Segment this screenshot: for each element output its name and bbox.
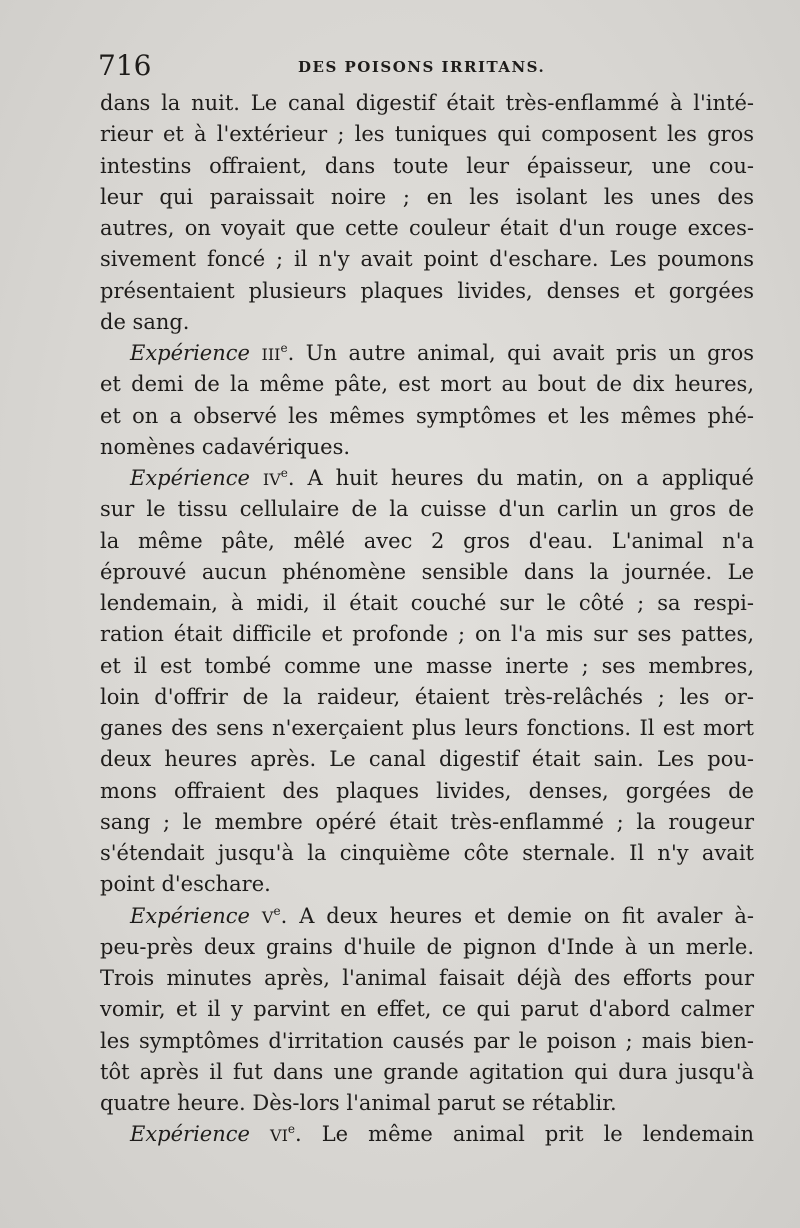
experience-heading-line: Expérience VIe. Le même animal prit le lendemain — [130, 1122, 754, 1147]
text-line: quatre heure. Dès-lors l'animal parut se rétablir. — [100, 1091, 617, 1115]
text-line: tôt après il fut dans une grande agitation qui dura jusqu'à — [100, 1059, 754, 1084]
text-line: mons offraient des plaques livides, denses, gorgées de — [100, 778, 754, 803]
experience-number: IVe — [262, 466, 288, 489]
text-line: la même pâte, mêlé avec 2 gros d'eau. L'animal n'a — [100, 528, 754, 553]
text-line: leur qui paraissait noire ; en les isolant les unes des — [100, 184, 754, 209]
text-line: et on a observé les mêmes symptômes et les mêmes phé- — [100, 403, 754, 428]
experience-number: VIe — [270, 1122, 295, 1146]
text-line: lendemain, à midi, il était couché sur le côté ; sa respi- — [100, 591, 754, 615]
running-title: DES POISONS IRRITANS. — [298, 58, 546, 76]
text-line: dans la nuit. Le canal digestif était très-enflammé à l'inté- — [100, 91, 754, 115]
text-line: éprouvé aucun phénomène sensible dans la journée. Le — [100, 559, 754, 584]
experience-heading-line: Expérience IIIe. Un autre animal, qui avait pris un gros — [130, 341, 754, 365]
text-line: et demi de la même pâte, est mort au bout de dix heures, — [100, 372, 754, 397]
text-line: nomènes cadavériques. — [100, 434, 351, 459]
text-line: de sang. — [100, 309, 190, 334]
text-line: s'étendait jusqu'à la cinquième côte sternale. Il n'y avait — [100, 841, 754, 865]
text-line: sur le tissu cellulaire de la cuisse d'un carlin un gros de — [100, 497, 754, 522]
text-line: autres, on voyait que cette couleur était d'un rouge exces- — [100, 216, 754, 240]
experience-title: Expérience — [130, 903, 250, 928]
text-line: peu-près deux grains d'huile de pignon d'Inde à un merle. — [100, 934, 754, 959]
text-line: rieur et à l'extérieur ; les tuniques qui composent les gros — [100, 122, 754, 147]
text-line: présentaient plusieurs plaques livides, denses et gorgées — [100, 278, 754, 303]
text-line: ganes des sens n'exerçaient plus leurs fonctions. Il est mort — [100, 716, 754, 740]
text-line: les symptômes d'irritation causés par le poison ; mais bien- — [100, 1028, 754, 1053]
experience-title: Expérience — [130, 341, 250, 365]
experience-number: Ve — [261, 903, 281, 927]
experience-title: Expérience — [130, 1122, 250, 1147]
text-line: et il est tombé comme une masse inerte ; ses membres, — [100, 653, 754, 678]
text-line: sang ; le membre opéré était très-enflammé ; la rougeur — [100, 809, 754, 834]
running-head — [98, 46, 758, 86]
text-line: ration était difficile et profonde ; on l'a mis sur ses pattes, — [100, 622, 754, 647]
text-line: intestins offraient, dans toute leur épaisseur, une cou- — [100, 153, 754, 178]
experience-title: Expérience — [130, 466, 250, 490]
experience-number: IIIe — [261, 341, 288, 364]
page-number: 716 — [98, 49, 152, 82]
text-line: point d'eschare. — [100, 872, 271, 897]
text-line: deux heures après. Le canal digestif était sain. Les pou- — [100, 747, 754, 772]
text-line: sivement foncé ; il n'y avait point d'eschare. Les poumons — [100, 247, 754, 272]
body-text — [100, 88, 754, 1151]
text-line: loin d'offrir de la raideur, étaient très-relâchés ; les or- — [100, 684, 754, 709]
text-line: vomir, et il y parvint en effet, ce qui parut d'abord calmer — [100, 997, 754, 1022]
text-line: Trois minutes après, l'animal faisait déjà des efforts pour — [100, 966, 754, 990]
experience-heading-line: Expérience IVe. A huit heures du matin, on a appliqué — [130, 466, 754, 490]
experience-heading-line: Expérience Ve. A deux heures et demie on fit avaler à- — [130, 903, 754, 928]
